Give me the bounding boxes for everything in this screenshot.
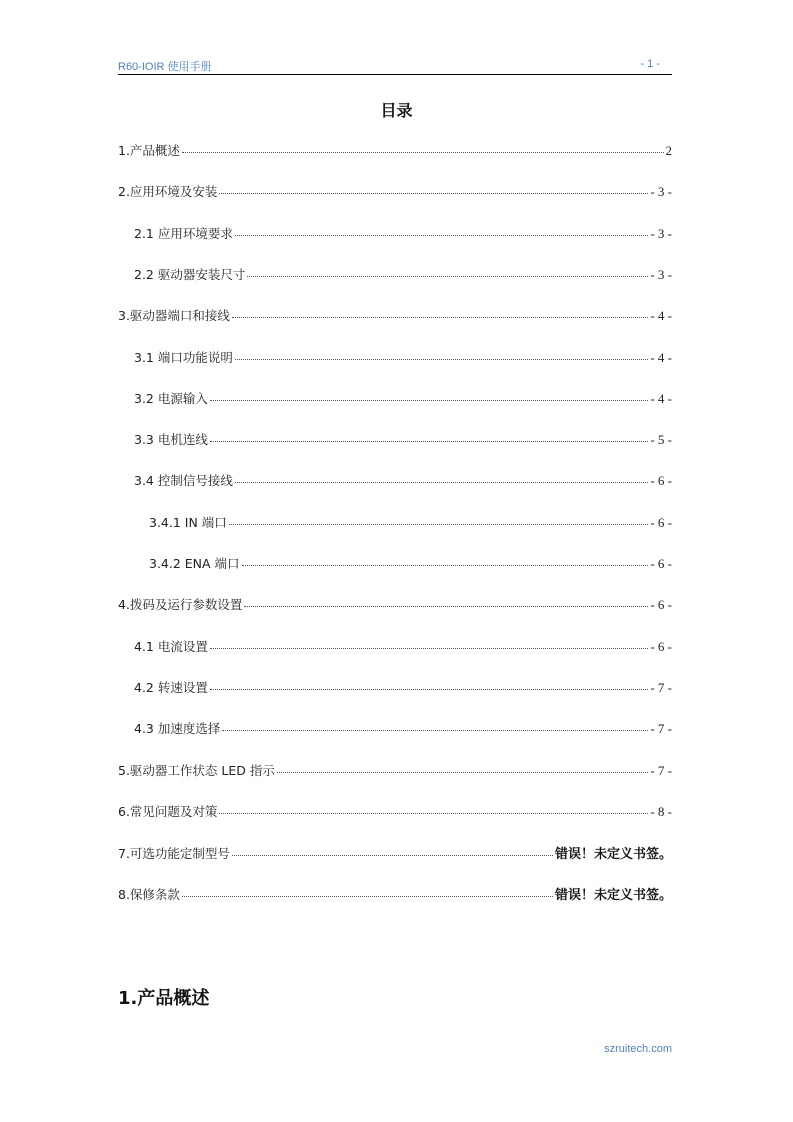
toc-entry-page: 错误！未定义书签。 — [554, 847, 672, 862]
toc-dot-leader — [182, 896, 553, 897]
toc-dot-leader — [247, 276, 648, 277]
toc-entry[interactable] — [118, 595, 672, 613]
toc-entry-page: - 6 - — [650, 639, 672, 654]
toc-entry[interactable] — [118, 761, 672, 779]
toc-entry-label: 3.驱动器端口和接线 — [118, 308, 230, 323]
toc-dot-leader — [210, 400, 648, 401]
header-page-number: - 1 - — [640, 58, 660, 70]
toc-entry-label: 5.驱动器工作状态 LED 指示 — [118, 763, 275, 778]
document-title: R60-IOIR 使用手册 — [118, 61, 212, 73]
toc-dot-leader — [235, 235, 648, 236]
toc-entry[interactable] — [149, 554, 672, 572]
toc-entry-label: 3.4.1 IN 端口 — [149, 515, 227, 530]
toc-entry-label: 6.常见问题及对策 — [118, 804, 218, 819]
toc-entry[interactable] — [134, 471, 672, 489]
toc-entry-page: - 7 - — [650, 763, 672, 778]
toc-dot-leader — [235, 359, 648, 360]
toc-entry-label: 4.拨码及运行参数设置 — [118, 597, 243, 612]
toc-entry-page: - 4 - — [650, 350, 672, 365]
toc-entry-page: - 7 - — [650, 680, 672, 695]
toc-dot-leader — [210, 648, 648, 649]
toc-entry-page: - 4 - — [650, 391, 672, 406]
footer-website: szruitech.com — [604, 1043, 672, 1055]
toc-entry[interactable] — [118, 141, 672, 159]
toc-entry-page: - 4 - — [650, 308, 672, 323]
toc-entry-page: - 6 - — [650, 556, 672, 571]
toc-dot-leader — [210, 689, 648, 690]
toc-dot-leader — [182, 152, 664, 153]
toc-dot-leader — [277, 772, 648, 773]
toc-entry-label: 2.应用环境及安装 — [118, 184, 218, 199]
toc-dot-leader — [244, 606, 648, 607]
toc-dot-leader — [219, 813, 648, 814]
toc-entry[interactable] — [118, 843, 672, 861]
toc-entry[interactable] — [134, 678, 672, 696]
toc-entry[interactable] — [118, 306, 672, 324]
toc-entry[interactable] — [118, 884, 672, 902]
toc-entry[interactable] — [134, 389, 672, 407]
toc-entry[interactable] — [118, 802, 672, 820]
toc-entry-page: - 6 - — [650, 515, 672, 530]
page-header — [118, 58, 672, 75]
toc-dot-leader — [235, 482, 648, 483]
toc-entry-label: 3.2 电源输入 — [134, 391, 208, 406]
toc-entry[interactable] — [134, 265, 672, 283]
toc-entry-label: 3.4.2 ENA 端口 — [149, 556, 240, 571]
toc-dot-leader — [222, 730, 648, 731]
toc-entry[interactable] — [134, 719, 672, 737]
section-heading: 1.产品概述 — [118, 988, 210, 1009]
toc-entry[interactable] — [149, 513, 672, 531]
toc-entry-page: - 5 - — [650, 432, 672, 447]
toc-entry-label: 8.保修条款 — [118, 887, 180, 902]
toc-dot-leader — [232, 317, 648, 318]
toc-entry[interactable] — [134, 430, 672, 448]
toc-entry-page: - 6 - — [650, 597, 672, 612]
toc-entry-label: 1.产品概述 — [118, 143, 180, 158]
toc-entry-label: 2.1 应用环境要求 — [134, 226, 233, 241]
toc-entry-label: 3.1 端口功能说明 — [134, 350, 233, 365]
toc-entry-page: 错误！未定义书签。 — [554, 888, 672, 903]
toc-entry-label: 4.2 转速设置 — [134, 680, 208, 695]
toc-entry-page: - 8 - — [650, 804, 672, 819]
toc-dot-leader — [232, 855, 553, 856]
toc-entry-label: 7.可选功能定制型号 — [118, 846, 230, 861]
toc-entry-label: 3.4 控制信号接线 — [134, 473, 233, 488]
toc-title: 目录 — [380, 101, 413, 120]
toc-entry-page: - 7 - — [650, 721, 672, 736]
toc-dot-leader — [210, 441, 648, 442]
toc-entry-page: - 3 - — [650, 184, 672, 199]
toc-entry-page: - 3 - — [650, 267, 672, 282]
toc-dot-leader — [219, 193, 648, 194]
toc-entry-page: 2 — [665, 143, 672, 158]
toc-entry-label: 4.1 电流设置 — [134, 639, 208, 654]
toc-dot-leader — [242, 565, 649, 566]
toc-entry-label: 2.2 驱动器安装尺寸 — [134, 267, 246, 282]
toc-entry[interactable] — [134, 348, 672, 366]
toc-entry-page: - 6 - — [650, 473, 672, 488]
toc-entry[interactable] — [134, 224, 672, 242]
toc-entry-label: 3.3 电机连线 — [134, 432, 208, 447]
toc-dot-leader — [229, 524, 649, 525]
toc-entry[interactable] — [134, 637, 672, 655]
toc-entry-label: 4.3 加速度选择 — [134, 721, 221, 736]
toc-entry[interactable] — [118, 182, 672, 200]
toc-entry-page: - 3 - — [650, 226, 672, 241]
